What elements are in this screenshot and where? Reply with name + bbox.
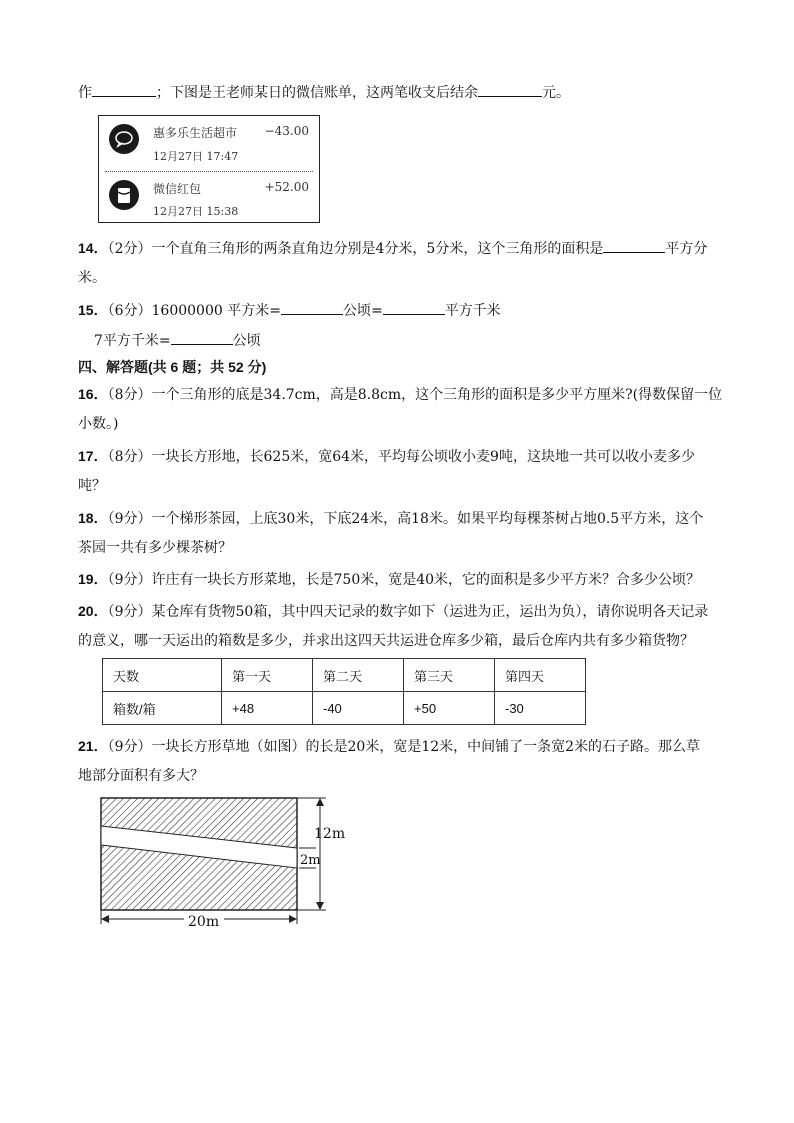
question-number: 19．	[78, 571, 108, 587]
q17-line	[78, 446, 695, 467]
lawn-figure	[94, 792, 354, 937]
answer-blank[interactable]	[92, 82, 156, 97]
bill-entry-name: 微信红包	[153, 182, 202, 196]
question-text: 公顷	[232, 333, 261, 349]
question-number: 16．	[78, 386, 108, 402]
table-header-cell: 第三天	[404, 659, 495, 692]
table-cell: +50	[404, 692, 495, 725]
table-header-cell: 天数	[103, 659, 222, 692]
q21-line-2: 地部分面积有多大？	[78, 768, 204, 784]
question-text: 公顷=	[342, 303, 383, 319]
q19-line	[78, 569, 700, 590]
q16-line-2: 小数。)	[78, 416, 119, 432]
question-score: （8分）	[107, 387, 152, 403]
table-row	[103, 692, 586, 725]
question-number: 15．	[78, 302, 108, 318]
table-header-row	[103, 659, 586, 692]
bill-entry-amount: +52.00	[264, 180, 309, 194]
q16-line	[78, 384, 722, 405]
question-score: （9分）	[107, 511, 152, 527]
q17-line-2: 吨？	[78, 478, 106, 494]
bill-entry-amount: −43.00	[264, 124, 309, 138]
bill-divider	[105, 171, 313, 172]
q13-line	[78, 82, 570, 103]
question-text: 一个直角三角形的两条直角边分别是4分米，5分米，这个三角形的面积是	[151, 241, 604, 257]
bill-entry-date: 12月27日 17:47	[153, 150, 239, 163]
table-cell: -40	[313, 692, 404, 725]
question-text: 一块长方形草地（如图）的长是20米，宽是12米，中间铺了一条宽2米的石子路。那么草	[151, 739, 701, 755]
question-number: 14．	[78, 240, 108, 256]
chat-bubble-icon	[109, 124, 139, 154]
question-text: 许庄有一块长方形菜地，长是750米，宽是40米，它的面积是多少平方米？合多少公顷？	[151, 572, 701, 588]
question-text: 一个梯形茶园，上底30米，下底24米，高18米。如果平均每棵茶树占地0.5平方米，这个	[151, 511, 704, 527]
answer-blank[interactable]	[171, 330, 233, 345]
question-number: 21．	[78, 738, 108, 754]
q15-line	[78, 300, 501, 321]
q20-line	[78, 601, 708, 622]
wechat-bill	[98, 115, 320, 223]
question-text: 某仓库有货物50箱，其中四天记录的数字如下（运进为正，运出为负），请你说明各天记录	[151, 604, 709, 620]
table-header-cell: 第二天	[313, 659, 404, 692]
question-text: 一个三角形的底是34.7cm，高是8.8cm，这个三角形的面积是多少平方厘米?(得数保留一位	[151, 387, 723, 403]
table-cell: -30	[495, 692, 586, 725]
question-score: （8分）	[107, 449, 152, 465]
question-number: 17．	[78, 448, 108, 464]
question-text: 7平方千米=	[94, 333, 171, 349]
q20-line-2: 的意义，哪一天运出的箱数是多少，并求出这四天共运进仓库多少箱，最后仓库内共有多少箱货物？	[78, 633, 694, 649]
red-packet-icon	[109, 180, 139, 210]
table-header-cell: 第四天	[495, 659, 586, 692]
question-text: 米。	[78, 270, 106, 286]
question-score: （9分）	[107, 572, 152, 588]
q18-line-2: 茶园一共有多少棵茶树？	[78, 540, 232, 556]
q15-line-2	[94, 330, 261, 351]
section-heading: 四、解答题(共 6 题；共 52 分)	[78, 359, 267, 375]
answer-blank[interactable]	[383, 300, 445, 315]
path-width-label: 2m	[300, 853, 321, 868]
bill-entry-date: 12月27日 15:38	[153, 205, 239, 218]
warehouse-table	[102, 658, 586, 725]
answer-blank[interactable]	[478, 82, 542, 97]
q13-prefix: 作	[78, 85, 92, 101]
width-label: 20m	[188, 914, 220, 930]
question-number: 20．	[78, 603, 108, 619]
q13-text: ；下图是王老师某日的微信账单，这两笔收支后结余	[156, 85, 478, 101]
q13-suffix: 元。	[542, 85, 570, 101]
question-text: 平方千米	[444, 303, 501, 319]
q21-line	[78, 736, 700, 757]
table-header-cell: 第一天	[222, 659, 313, 692]
question-text: 一块长方形地，长625米，宽64米，平均每公顷收小麦9吨，这块地一共可以收小麦多少	[151, 449, 695, 465]
question-score: （2分）	[107, 241, 152, 257]
answer-blank[interactable]	[281, 300, 343, 315]
question-score: （6分）	[107, 303, 152, 319]
question-text: 16000000 平方米=	[151, 303, 281, 319]
question-text: 平方分	[665, 241, 708, 257]
table-cell: +48	[222, 692, 313, 725]
question-score: （9分）	[107, 604, 152, 620]
question-number: 18．	[78, 510, 108, 526]
q18-line	[78, 508, 703, 529]
question-score: （9分）	[107, 739, 152, 755]
q14-line-2	[78, 268, 106, 288]
table-cell: 箱数/箱	[103, 692, 222, 725]
bill-entry-name: 惠多乐生活超市	[153, 126, 238, 140]
answer-blank[interactable]	[603, 238, 665, 253]
q14-line	[78, 238, 707, 259]
height-label: 12m	[314, 826, 346, 842]
